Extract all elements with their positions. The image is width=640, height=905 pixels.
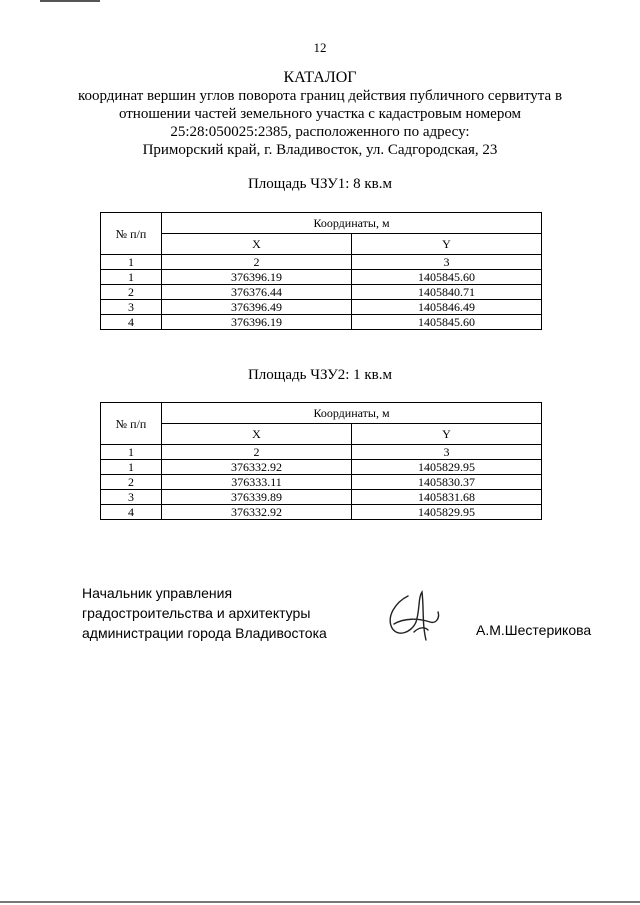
col-y-header: Y [352, 234, 542, 255]
column-index-row [101, 445, 542, 460]
y-coordinate: 1405829.95 [352, 460, 542, 475]
position-line: администрации города Владивостока [82, 625, 327, 641]
col-coords-header: Координаты, м [162, 403, 542, 424]
subtitle-line: Приморский край, г. Владивосток, ул. Садгородская, 23 [142, 142, 498, 158]
point-number: 1 [101, 270, 162, 285]
scan-edge-bottom [0, 901, 640, 903]
subtitle-line: 25:28:050025:2385, расположенного по адресу: [170, 124, 470, 140]
x-coordinate: 376332.92 [162, 460, 352, 475]
index-cell: 1 [101, 445, 162, 460]
column-index-row [101, 255, 542, 270]
col-x-header: X [162, 234, 352, 255]
catalog-title: КАТАЛОГ [283, 69, 357, 86]
point-number: 1 [101, 460, 162, 475]
coordinates-table-2 [100, 402, 542, 520]
x-coordinate: 376339.89 [162, 490, 352, 505]
table-row [101, 475, 542, 490]
col-coords-header: Координаты, м [162, 213, 542, 234]
page-number: 12 [313, 40, 327, 55]
table-row [101, 285, 542, 300]
y-coordinate: 1405831.68 [352, 490, 542, 505]
point-number: 2 [101, 475, 162, 490]
y-coordinate: 1405829.95 [352, 505, 542, 520]
signatory-name: А.М.Шестерикова [476, 622, 592, 638]
table-row [101, 505, 542, 520]
y-coordinate: 1405845.60 [352, 315, 542, 330]
table-row [101, 490, 542, 505]
area-label-1: Площадь ЧЗУ1: 8 кв.м [247, 176, 393, 192]
coordinates-table-1 [100, 212, 542, 330]
col-y-header: Y [352, 424, 542, 445]
index-cell: 3 [352, 255, 542, 270]
x-coordinate: 376332.92 [162, 505, 352, 520]
y-coordinate: 1405840.71 [352, 285, 542, 300]
x-coordinate: 376376.44 [162, 285, 352, 300]
point-number: 3 [101, 490, 162, 505]
table-row [101, 270, 542, 285]
y-coordinate: 1405845.60 [352, 270, 542, 285]
index-cell: 1 [101, 255, 162, 270]
point-number: 3 [101, 300, 162, 315]
scan-edge-top [40, 0, 100, 2]
col-number-header: № п/п [101, 403, 162, 445]
subtitle-line: отношении частей земельного участка с кадастровым номером [118, 106, 522, 122]
point-number: 2 [101, 285, 162, 300]
handwritten-signature [378, 588, 448, 648]
table-row [101, 300, 542, 315]
index-cell: 2 [162, 255, 352, 270]
signatory-position [82, 583, 327, 643]
index-cell: 2 [162, 445, 352, 460]
catalog-heading [0, 68, 640, 159]
x-coordinate: 376396.19 [162, 270, 352, 285]
y-coordinate: 1405846.49 [352, 300, 542, 315]
area-label-2: Площадь ЧЗУ2: 1 кв.м [247, 367, 393, 383]
table-row [101, 460, 542, 475]
col-x-header: X [162, 424, 352, 445]
position-line: Начальник управления [82, 585, 233, 601]
subtitle-line: координат вершин углов поворота границ действия публичного сервитута в [77, 88, 563, 104]
x-coordinate: 376396.19 [162, 315, 352, 330]
x-coordinate: 376396.49 [162, 300, 352, 315]
point-number: 4 [101, 505, 162, 520]
position-line: градостроительства и архитектуры [82, 605, 311, 621]
y-coordinate: 1405830.37 [352, 475, 542, 490]
table-row [101, 315, 542, 330]
col-number-header: № п/п [101, 213, 162, 255]
x-coordinate: 376333.11 [162, 475, 352, 490]
index-cell: 3 [352, 445, 542, 460]
point-number: 4 [101, 315, 162, 330]
